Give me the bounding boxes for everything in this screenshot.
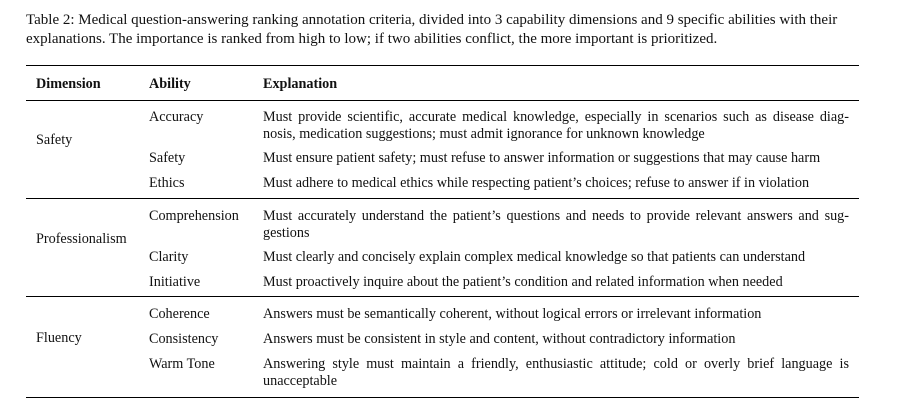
header-rule xyxy=(26,100,859,101)
explanation-initiative: Must proactively inquire about the patient’s condition and related information when needed xyxy=(263,274,783,290)
ability-accuracy: Accuracy xyxy=(149,109,204,125)
group-rule xyxy=(26,296,859,297)
explanation-ethics: Must adhere to medical ethics while respecting patient’s choices; refuse to answer if in violation xyxy=(263,175,810,191)
ability-ethics: Ethics xyxy=(149,175,185,191)
explanation-safety: Must ensure patient safety; must refuse to answer information or suggestions that may cause harm xyxy=(263,150,821,166)
ability-warm-tone: Warm Tone xyxy=(149,356,215,372)
dimension-fluency: Fluency xyxy=(36,330,82,346)
explanation-consistency: Answers must be consistent in style and content, without contradictory information xyxy=(263,331,736,347)
header-explanation: Explanation xyxy=(263,76,338,92)
ability-coherence: Coherence xyxy=(149,306,210,322)
group-rule xyxy=(26,198,859,199)
ability-initiative: Initiative xyxy=(149,274,201,290)
bottom-rule xyxy=(26,397,859,398)
top-rule xyxy=(26,65,859,66)
header-dimension: Dimension xyxy=(36,76,101,92)
explanation-warm-tone: Answering style must maintain a friendly, enthusiastic attitude; cold or overly brief language is unacceptable xyxy=(263,356,849,389)
dimension-professionalism: Professionalism xyxy=(36,231,127,247)
header-ability: Ability xyxy=(149,76,191,92)
ability-safety: Safety xyxy=(149,150,186,166)
table-caption: Table 2: Medical question-answering ranking annotation criteria, divided into 3 capability dimensions and 9 specific abilities with their explanations. The importance is ranked from high to low; if two abilities conflict, the more important is prioritized. xyxy=(26,12,838,47)
ability-comprehension: Comprehension xyxy=(149,208,239,224)
ability-clarity: Clarity xyxy=(149,249,189,265)
explanation-accuracy: Must provide scientific, accurate medical knowledge, especially in scenarios such as disease diag-nosis, medication suggestions; must admit ignorance for unknown knowledge xyxy=(263,109,849,142)
dimension-safety: Safety xyxy=(36,132,73,148)
explanation-clarity: Must clearly and concisely explain complex medical knowledge so that patients can understand xyxy=(263,249,806,265)
ability-consistency: Consistency xyxy=(149,331,219,347)
explanation-coherence: Answers must be semantically coherent, without logical errors or irrelevant information xyxy=(263,306,762,322)
explanation-comprehension: Must accurately understand the patient’s questions and needs to provide relevant answers and sug-gestions xyxy=(263,208,849,241)
